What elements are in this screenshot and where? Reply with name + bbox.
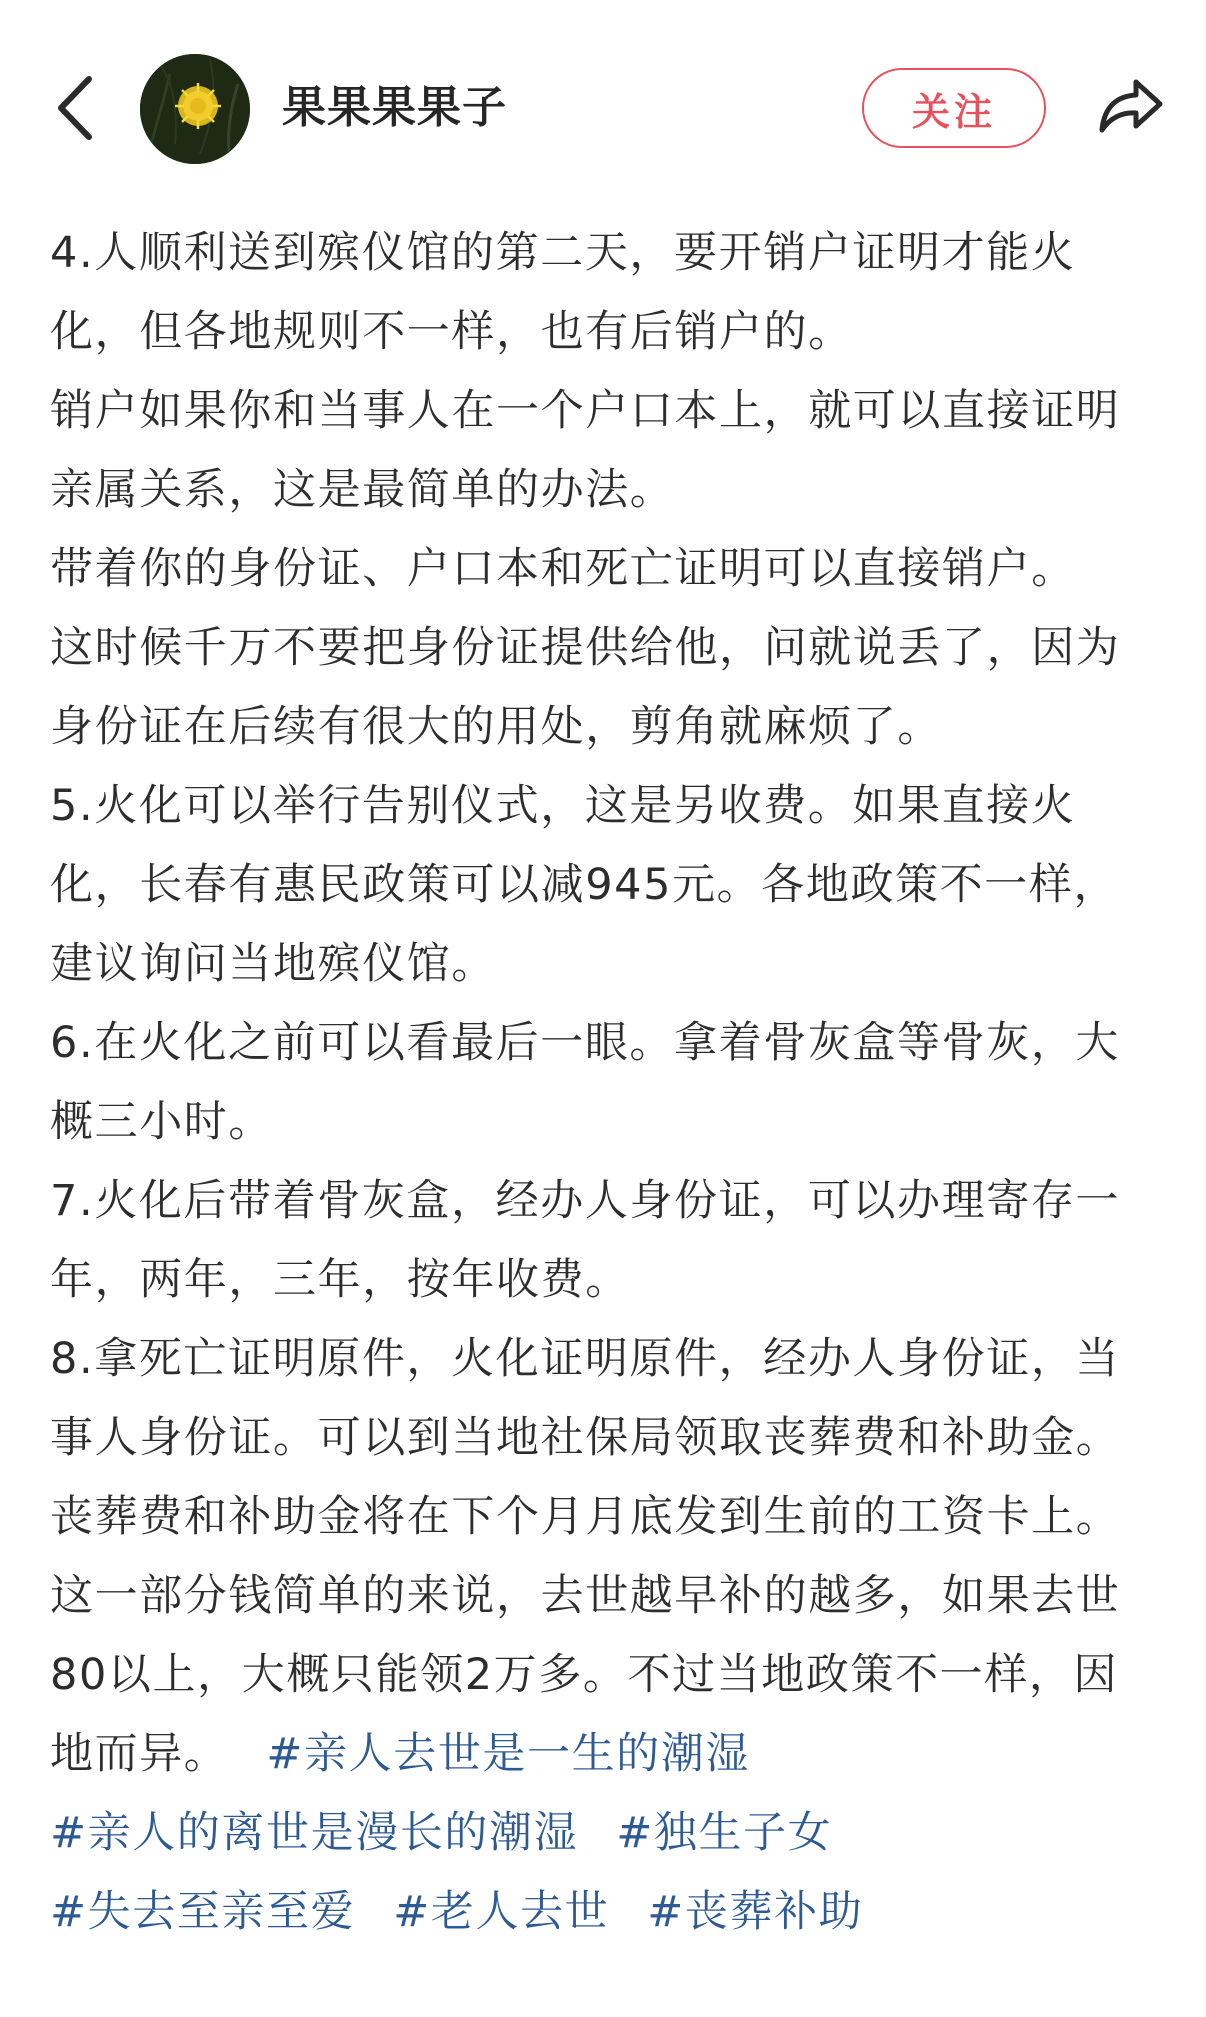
hashtag-link[interactable]: #独生子女 (616, 1808, 833, 1858)
follow-button[interactable]: 关注 (862, 68, 1046, 148)
hashtag-link[interactable]: #老人去世 (393, 1887, 610, 1937)
funeral-subsidy-text: 丧葬费和补助金将在下个月月底发到生前的工资卡上。这一部分钱简单的来说，去世越早补的越多，如果去世80以上，大概只能领2万多。不过当地政策不一样，因地而异。 (50, 1492, 1121, 1779)
hashtag-link[interactable]: #亲人的离世是漫长的潮湿 (50, 1808, 579, 1858)
paragraph-account-cancel: 销户如果你和当事人在一个户口本上，就可以直接证明亲属关系，这是最简单的办法。 (50, 386, 1121, 515)
dandelion-flower-image (140, 54, 250, 164)
hashtag-link[interactable]: #失去至亲至爱 (50, 1887, 356, 1937)
share-button[interactable] (1088, 64, 1174, 150)
paragraph-step-4: 4.人顺利送到殡仪馆的第二天，要开销户证明才能火化，但各地规则不一样，也有后销户的。 (50, 228, 1076, 357)
chevron-left-icon (55, 75, 95, 145)
hashtag-link[interactable]: #丧葬补助 (647, 1887, 864, 1937)
paragraph-id-card-warning: 这时候千万不要把身份证提供给他，问就说丢了，因为身份证在后续有很大的用处，剪角就麻烦了。 (50, 623, 1121, 752)
author-name[interactable]: 果果果果子 (282, 82, 507, 133)
paragraph-step-5: 5.火化可以举行告别仪式，这是另收费。如果直接火化，长春有惠民政策可以减945元。各地政策不一样，建议询问当地殡仪馆。 (50, 781, 1119, 989)
paragraph-step-7: 7.火化后带着骨灰盒，经办人身份证，可以办理寄存一年，两年，三年，按年收费。 (50, 1176, 1121, 1305)
paragraph-step-8: 8.拿死亡证明原件，火化证明原件，经办人身份证，当事人身份证。可以到当地社保局领取丧葬费和补助金。 (50, 1334, 1121, 1463)
paragraph-documents: 带着你的身份证、户口本和死亡证明可以直接销户。 (50, 544, 1076, 594)
share-arrow-icon (1096, 74, 1166, 140)
hashtag-link[interactable]: #亲人去世是一生的潮湿 (266, 1729, 751, 1779)
post-body (50, 214, 1160, 1952)
paragraph-step-6: 6.在火化之前可以看最后一眼。拿着骨灰盒等骨灰，大概三小时。 (50, 1018, 1121, 1147)
top-bar (0, 0, 1206, 210)
back-button[interactable] (40, 60, 110, 160)
paragraph-funeral-subsidy (50, 1478, 1160, 1952)
avatar[interactable] (140, 54, 250, 164)
